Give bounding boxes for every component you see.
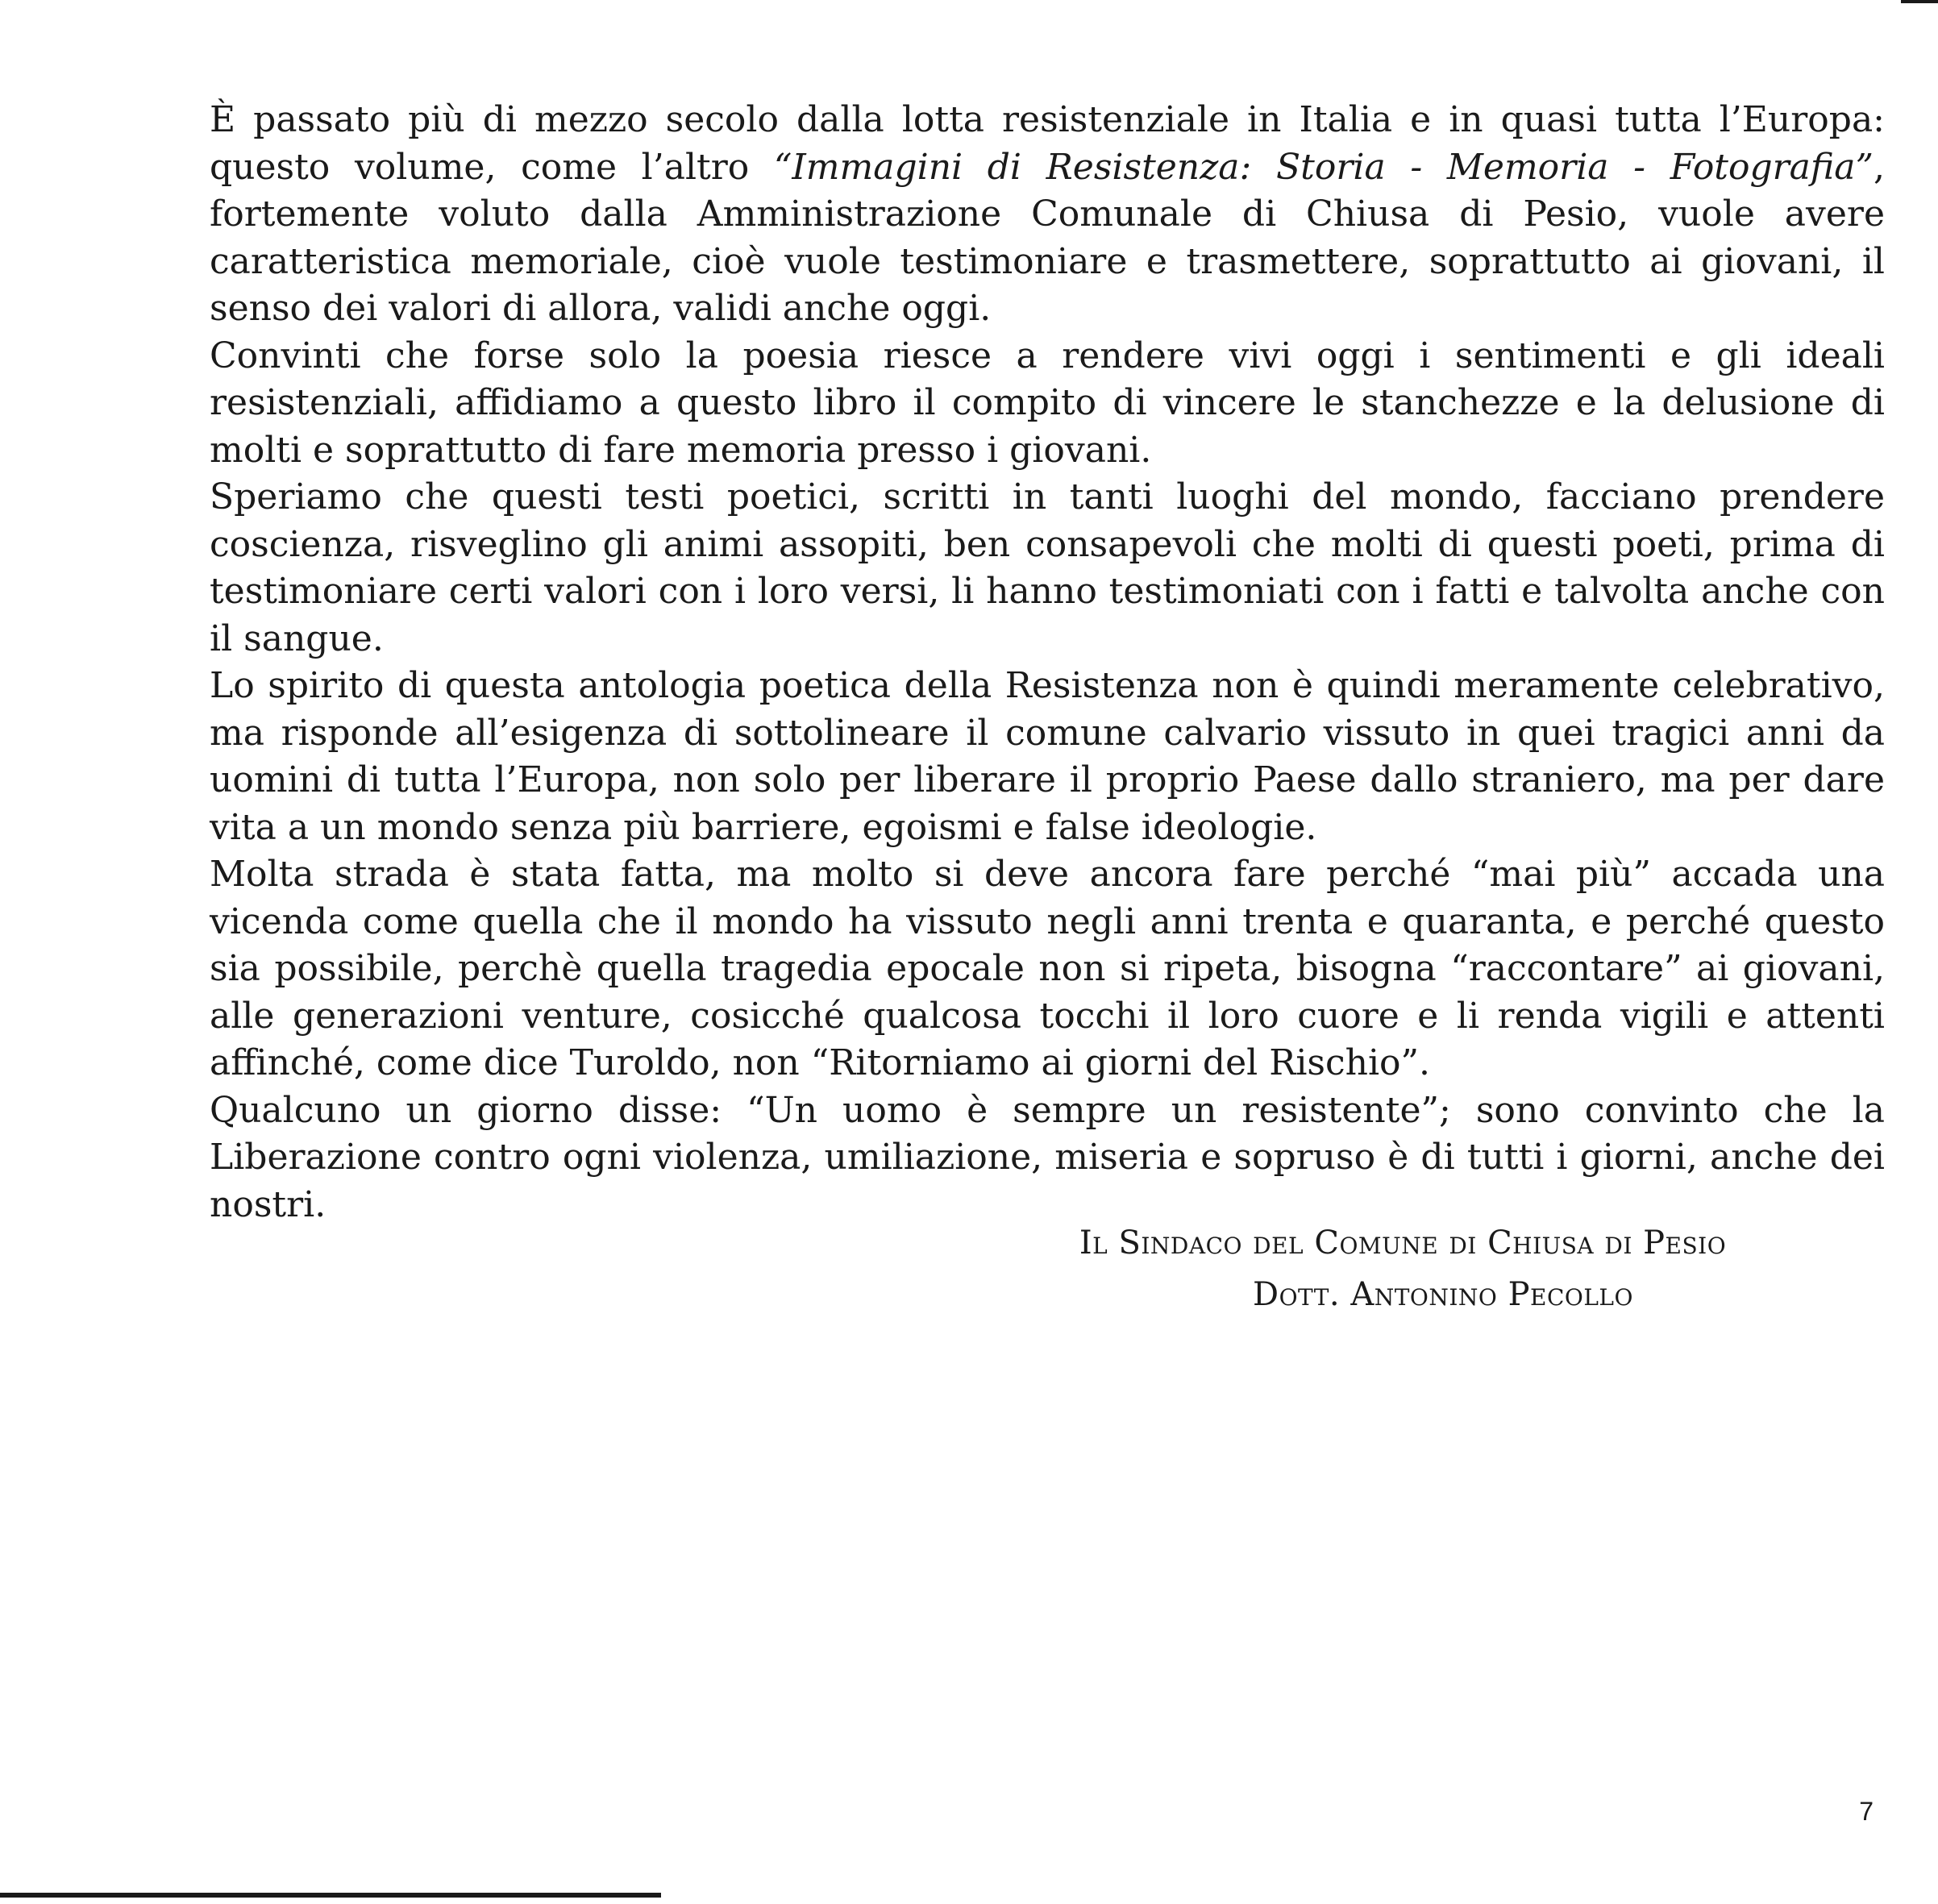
signature-title: Il Sindaco del Comune di Chiusa di Pesio (1079, 1224, 1727, 1262)
bottom-edge-rule (0, 1893, 661, 1898)
paragraph-2: Convinti che forse solo la poesia riesce a rendere vivi oggi i sentimenti e gli ideali resistenziali, affidiamo a questo libro il compito di vincere le stanchezze e la delusione di molti e soprattutto di fare memoria presso i giovani. (210, 335, 1885, 471)
paragraph-1 (210, 97, 1885, 333)
paragraph-1-before: È passato più di mezzo secolo dalla lotta resistenziale in Italia e in quasi tutta l’Europa: questo volume, come l’altro (210, 99, 1885, 188)
paragraph-5: Molta strada è stata fatta, ma molto si deve ancora fare perché “mai più” accada una vicenda come quella che il mondo ha vissuto negli anni trenta e quaranta, e perché questo sia possibile, perchè quella tragedia epocale non si ripeta, bisogna “raccontare” ai giovani, alle generazioni venture, cosicché qualcosa tocchi il loro cuore e li renda vigili e attenti affinché, come dice Turoldo, non “Ritorniamo ai giorni del Rischio”. (210, 854, 1885, 1083)
signature-block (1032, 1217, 1774, 1320)
paragraph-4: Lo spirito di questa antologia poetica della Resistenza non è quindi meramente celebrativo, ma risponde all’esigenza di sottolineare il comune calvario vissuto in quei tragici anni da uomini di tutta l’Europa, non solo per liberare il proprio Paese dallo straniero, ma per dare vita a un mondo senza più barriere, egoismi e false ideologie. (210, 665, 1885, 848)
signature-name: Dott. Antonino Pecollo (1253, 1276, 1633, 1313)
paragraph-6: Qualcuno un giorno disse: “Un uomo è sempre un resistente”; sono convinto che la Liberazione contro ogni violenza, umiliazione, miseria e sopruso è di tutti i giorni, anche dei nostri. (210, 1089, 1885, 1225)
book-title-italic: “Immagini di Resistenza: Storia - Memoria - Fotografia” (773, 146, 1874, 188)
body-text (210, 97, 1885, 1228)
paragraph-3: Speriamo che questi testi poetici, scritti in tanti luoghi del mondo, facciano prendere coscienza, risveglino gli animi assopiti, ben consapevoli che molti di questi poeti, prima di testimoniare certi valori con i loro versi, li hanno testimoniati con i fatti e talvolta anche con il sangue. (210, 476, 1885, 659)
paragraph-1-after: , fortemente voluto dalla Amministrazione Comunale di Chiusa di Pesio, vuole avere caratteristica memoriale, cioè vuole testimoniare e trasmettere, soprattutto ai giovani, il senso dei valori di allora, validi anche oggi. (210, 146, 1885, 329)
page-number: 7 (1859, 1797, 1874, 1826)
top-edge-rule (1901, 0, 1938, 3)
